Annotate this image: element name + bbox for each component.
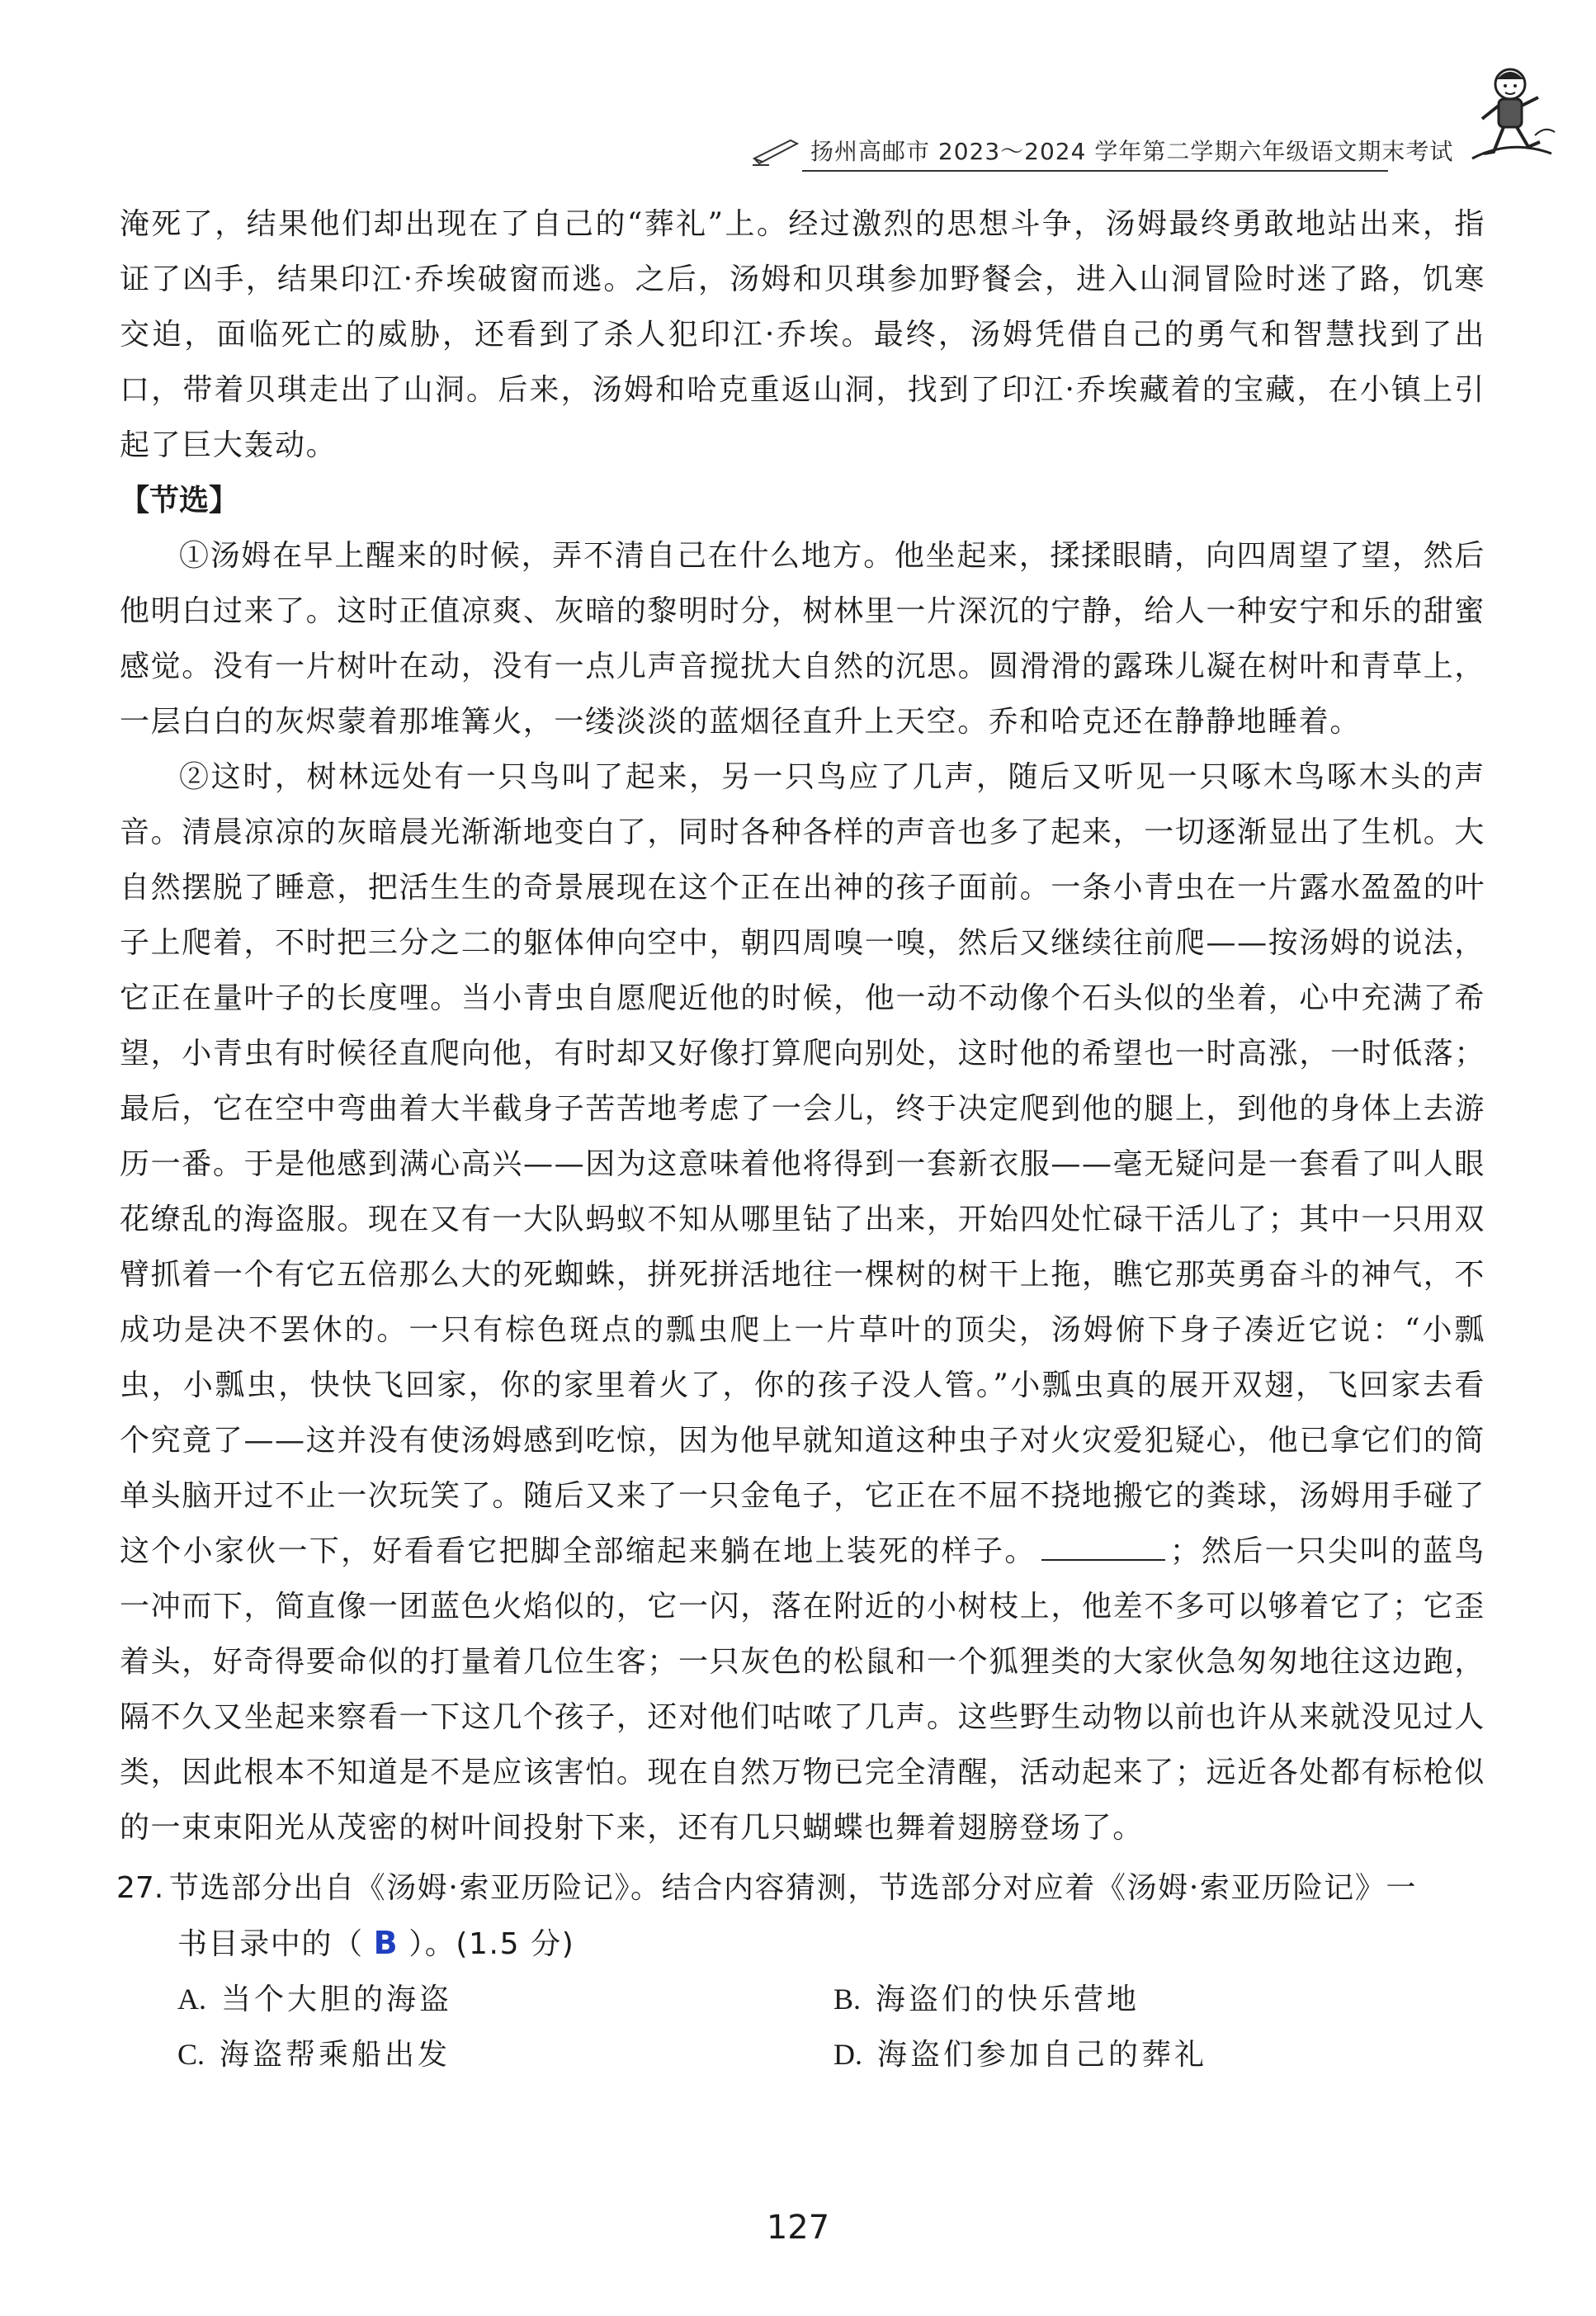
score-label: (1.5 分) bbox=[456, 1927, 575, 1961]
stem-before-answer: 书目录中的（ bbox=[177, 1927, 364, 1961]
option-b[interactable]: B. 海盗们的快乐营地 bbox=[833, 1983, 1140, 2016]
answer-options bbox=[177, 1972, 1485, 2087]
fill-blank[interactable] bbox=[1041, 1534, 1165, 1561]
running-boy-illustration bbox=[1452, 56, 1568, 172]
exam-title: 扬州高邮市 2023～2024 学年第二学期六年级语文期末考试 bbox=[810, 138, 1454, 165]
excerpt-paragraph-1: ①汤姆在早上醒来的时候，弄不清自己在什么地方。他坐起来，揉揉眼睛，向四周望了望，然后他明白过来了。这时正值凉爽、灰暗的黎明时分，树林里一片深沉的宁静，给人一种安宁和乐的甜蜜感觉。没有一片树叶在动，没有一点儿声音搅扰大自然的沉思。圆滑滑的露珠儿凝在树叶和青草上，一层白白的灰烬蒙着那堆篝火，一缕淡淡的蓝烟径直升上天空。乔和哈克还在静静地睡着。 bbox=[120, 539, 1485, 739]
answer-mark: B bbox=[373, 1925, 399, 1961]
excerpt-paragraph-2 bbox=[120, 749, 1485, 1855]
page-content bbox=[116, 196, 1485, 2087]
page-number: 127 bbox=[766, 2209, 830, 2247]
pen-icon bbox=[751, 134, 800, 167]
section-label: 【节选】 bbox=[120, 484, 239, 518]
option-c[interactable]: C. 海盗帮乘船出发 bbox=[177, 2038, 451, 2072]
stem-after-answer: ）。 bbox=[408, 1927, 456, 1961]
page-header bbox=[751, 132, 1477, 172]
question-stem-line1: 节选部分出自《汤姆·索亚历险记》。结合内容猜测，节选部分对应着《汤姆·索亚历险记》一 bbox=[169, 1871, 1418, 1905]
excerpt-p2-part2: ；然后一只尖叫的蓝鸟一冲而下，简直像一团蓝色火焰似的，它一闪，落在附近的小树枝上，他差不多可以够着它了；它歪着头，好奇得要命似的打量着几位生客；一只灰色的松鼠和一个狐狸类的大家伙急匆匆地往这边跑，隔不久又坐起来察看一下这几个孩子，还对他们咕哝了几声。这些野生动物以前也许从来就没见过人类，因此根本不知道是不是应该害怕。现在自然万物已完全清醒，活动起来了；远近各处都有标枪似的一束束阳光从茂密的树叶间投射下来，还有几只蝴蝶也舞着翅膀登场了。 bbox=[120, 1534, 1485, 1845]
option-a[interactable]: A. 当个大胆的海盗 bbox=[177, 1983, 453, 2016]
option-d[interactable]: D. 海盗们参加自己的葬礼 bbox=[833, 2038, 1208, 2072]
question-number: 27. bbox=[116, 1871, 164, 1905]
question-stem-line2 bbox=[177, 1916, 1485, 1972]
header-rule bbox=[802, 170, 1388, 172]
question-27 bbox=[116, 1860, 1485, 2087]
intro-paragraph: 淹死了，结果他们却出现在了自己的“葬礼”上。经过激烈的思想斗争，汤姆最终勇敢地站出来，指证了凶手，结果印江·乔埃破窗而逃。之后，汤姆和贝琪参加野餐会，进入山洞冒险时迷了路，饥寒交迫，面临死亡的威胁，还看到了杀人犯印江·乔埃。最终，汤姆凭借自己的勇气和智慧找到了出口，带着贝琪走出了山洞。后来，汤姆和哈克重返山洞，找到了印江·乔埃藏着的宝藏，在小镇上引起了巨大轰动。 bbox=[120, 207, 1485, 462]
excerpt-p2-part1: ②这时，树林远处有一只鸟叫了起来，另一只鸟应了几声，随后又听见一只啄木鸟啄木头的声音。清晨凉凉的灰暗晨光渐渐地变白了，同时各种各样的声音也多了起来，一切逐渐显出了生机。大自然摆脱了睡意，把活生生的奇景展现在这个正在出神的孩子面前。一条小青虫在一片露水盈盈的叶子上爬着，不时把三分之二的躯体伸向空中，朝四周嗅一嗅，然后又继续往前爬——按汤姆的说法，它正在量叶子的长度哩。当小青虫自愿爬近他的时候，他一动不动像个石头似的坐着，心中充满了希望，小青虫有时候径直爬向他，有时却又好像打算爬向别处，这时他的希望也一时高涨，一时低落；最后，它在空中弯曲着大半截身子苦苦地考虑了一会儿，终于决定爬到他的腿上，到他的身体上去游历一番。于是他感到满心高兴——因为这意味着他将得到一套新衣服——毫无疑问是一套看了叫人眼花缭乱的海盗服。现在又有一大队蚂蚁不知从哪里钻了出来，开始四处忙碌干活儿了；其中一只用双臂抓着一个有它五倍那么大的死蜘蛛，拼死拼活地往一棵树的树干上拖，瞧它那英勇奋斗的神气，不成功是决不罢休的。一只有棕色斑点的瓢虫爬上一片草叶的顶尖，汤姆俯下身子凑近它说：“小瓢虫，小瓢虫，快快飞回家，你的家里着火了，你的孩子没人管。”小瓢虫真的展开双翅，飞回家去看个究竟了——这并没有使汤姆感到吃惊，因为他早就知道这种虫子对火灾爱犯疑心，他已拿它们的简单头脑开过不止一次玩笑了。随后又来了一只金龟子，它正在不屈不挠地搬它的粪球，汤姆用手碰了这个小家伙一下，好看看它把脚全部缩起来躺在地上装死的样子。 bbox=[120, 760, 1485, 1568]
